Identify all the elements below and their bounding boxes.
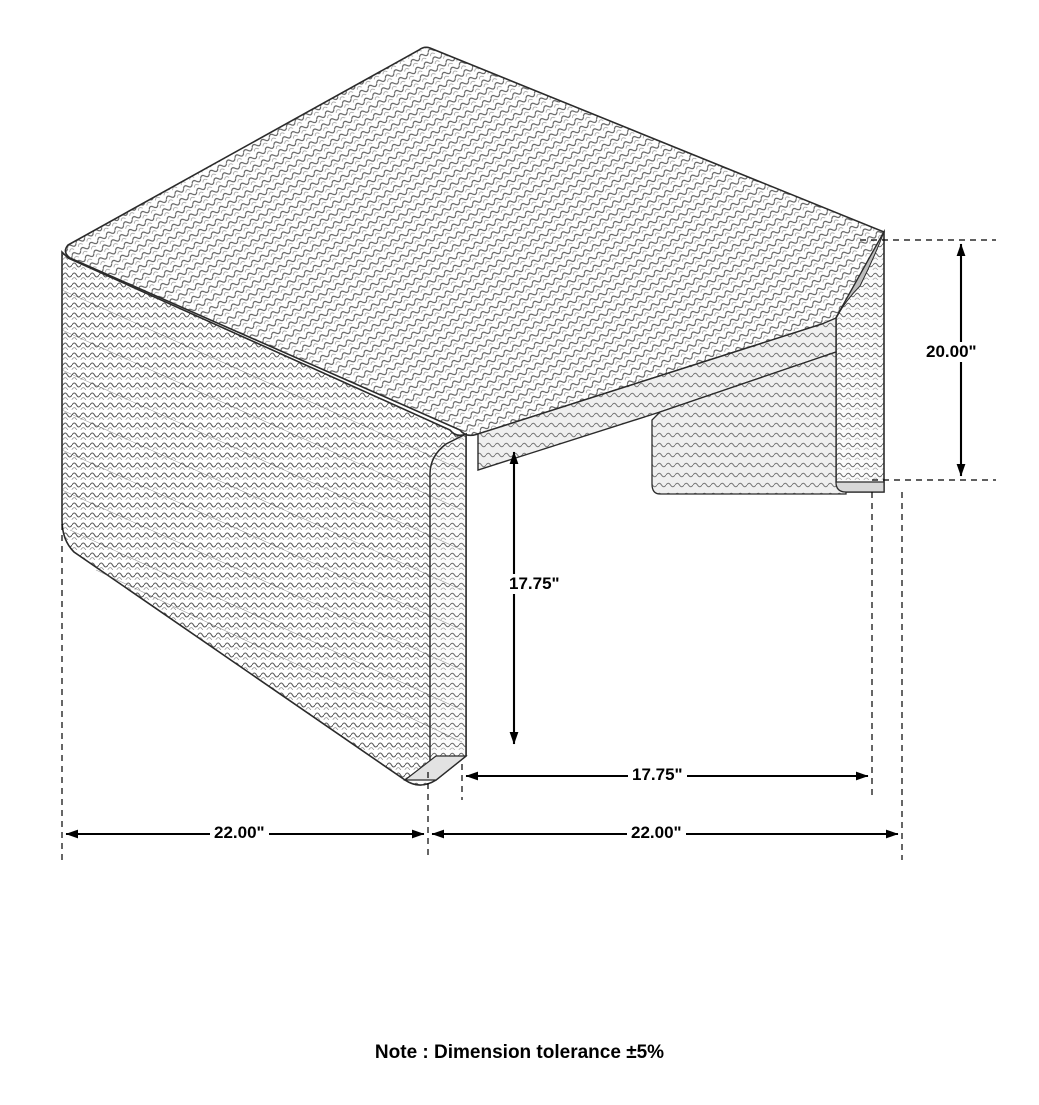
dim-label-clearance: 17.75" [505,574,564,594]
dim-label-width-front: 22.00" [627,823,686,843]
bench-right-leg-bottom-edge [836,482,884,492]
dim-label-inner-width: 17.75" [628,765,687,785]
tolerance-note: Note : Dimension tolerance ±5% [374,1042,665,1063]
dim-label-depth-left: 22.00" [210,823,269,843]
bench-body [62,47,884,785]
dim-label-height-right: 20.00" [922,342,981,362]
